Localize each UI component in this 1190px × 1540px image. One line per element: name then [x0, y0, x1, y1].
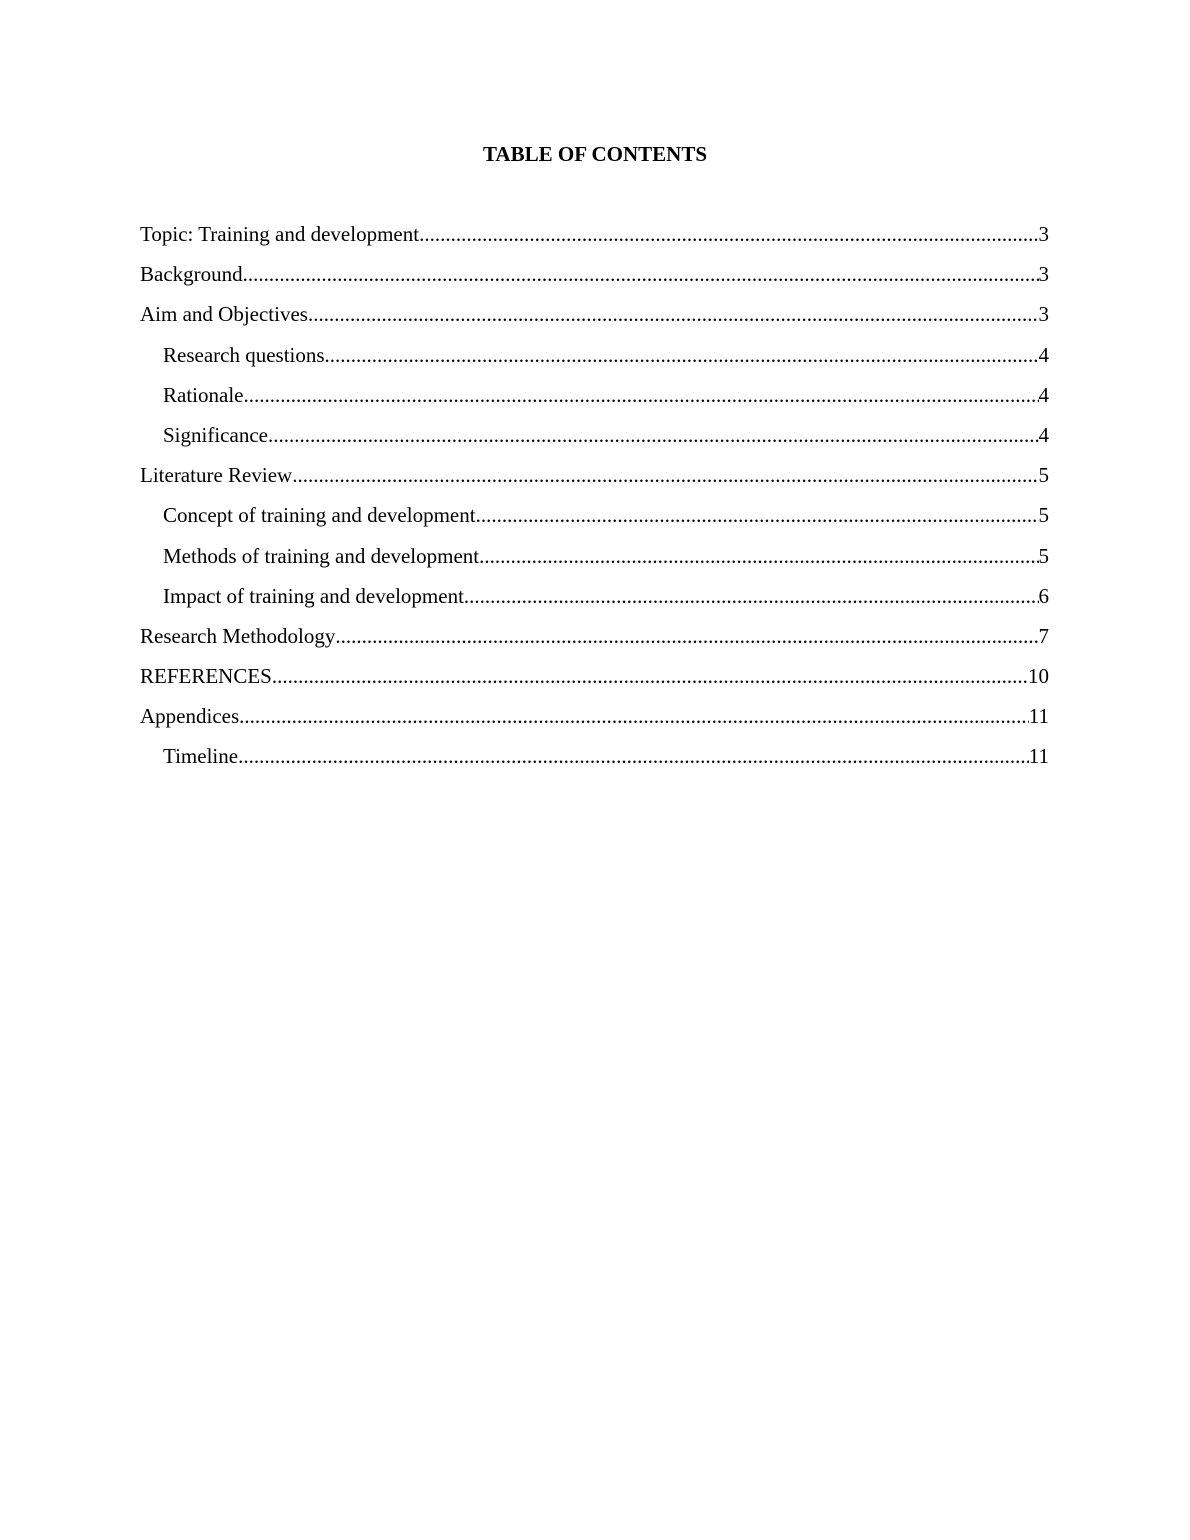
- toc-list: [140, 220, 1049, 783]
- toc-entry-text: Rationale: [163, 382, 244, 407]
- toc-dot-leader: [243, 381, 1038, 409]
- toc-page-number: 7: [1038, 623, 1049, 648]
- toc-page-number: 4: [1038, 382, 1049, 407]
- toc-page-number: 3: [1038, 222, 1049, 246]
- toc-entry-appendices[interactable]: [140, 702, 1049, 742]
- toc-entry-text: Appendices: [140, 704, 240, 729]
- toc-dot-leader: [335, 622, 1038, 650]
- toc-entry-text: Aim and Objectives: [140, 302, 308, 327]
- toc-title: TABLE OF CONTENTS: [482, 142, 708, 166]
- toc-entry-text: REFERENCES: [140, 664, 272, 689]
- toc-entry-research-questions[interactable]: [140, 341, 1049, 381]
- toc-entry-text: Background: [140, 262, 243, 287]
- toc-entry-significance[interactable]: [140, 421, 1049, 461]
- toc-entry-literature-review[interactable]: [140, 461, 1049, 501]
- toc-page-number: 10: [1028, 664, 1049, 689]
- toc-entry-text: Concept of training and development: [163, 503, 476, 528]
- toc-entry-text: Research questions: [163, 342, 325, 367]
- toc-entry-background[interactable]: [140, 260, 1049, 300]
- toc-dot-leader: [464, 582, 1039, 610]
- toc-page-number: 11: [1028, 744, 1049, 769]
- toc-page-number: 5: [1038, 543, 1049, 568]
- toc-page-number: 5: [1038, 503, 1049, 528]
- toc-entry-rationale[interactable]: [140, 381, 1049, 421]
- toc-dot-leader: [325, 341, 1039, 369]
- toc-entry-methods[interactable]: [140, 542, 1049, 582]
- toc-entry-text: Impact of training and development: [163, 583, 464, 608]
- toc-page-number: 6: [1038, 583, 1049, 608]
- toc-dot-leader: [479, 542, 1038, 570]
- toc-dot-leader: [476, 501, 1039, 529]
- toc-entry-research-methodology[interactable]: [140, 622, 1049, 662]
- toc-dot-leader: [238, 742, 1029, 770]
- toc-entry-text: Topic: Training and development: [140, 222, 420, 246]
- toc-entry-text: Significance: [163, 422, 268, 447]
- toc-entry-text: Methods of training and development: [163, 543, 480, 568]
- toc-page-number: 3: [1038, 262, 1049, 287]
- toc-entry-impact[interactable]: [140, 582, 1049, 622]
- toc-entry-text: Research Methodology: [140, 623, 336, 648]
- toc-entry-aim-and-objectives[interactable]: [140, 300, 1049, 340]
- toc-entry-timeline[interactable]: [140, 742, 1049, 782]
- toc-dot-leader: [239, 702, 1029, 730]
- toc-page-number: 3: [1038, 302, 1049, 327]
- toc-page-number: 4: [1038, 422, 1049, 447]
- toc-page-number: 5: [1038, 463, 1049, 488]
- toc-page-number: 4: [1038, 342, 1049, 367]
- toc-dot-leader: [419, 220, 1038, 248]
- toc-dot-leader: [272, 662, 1028, 690]
- toc-page-number: 11: [1028, 704, 1049, 729]
- toc-entry-references[interactable]: [140, 662, 1049, 702]
- toc-entry-topic[interactable]: [140, 220, 1049, 260]
- toc-dot-leader: [268, 421, 1039, 449]
- toc-entry-concept[interactable]: [140, 501, 1049, 541]
- toc-dot-leader: [308, 300, 1039, 328]
- toc-entry-text: Literature Review: [140, 463, 293, 488]
- toc-dot-leader: [292, 461, 1038, 489]
- toc-entry-text: Timeline: [163, 744, 239, 769]
- toc-dot-leader: [243, 260, 1039, 288]
